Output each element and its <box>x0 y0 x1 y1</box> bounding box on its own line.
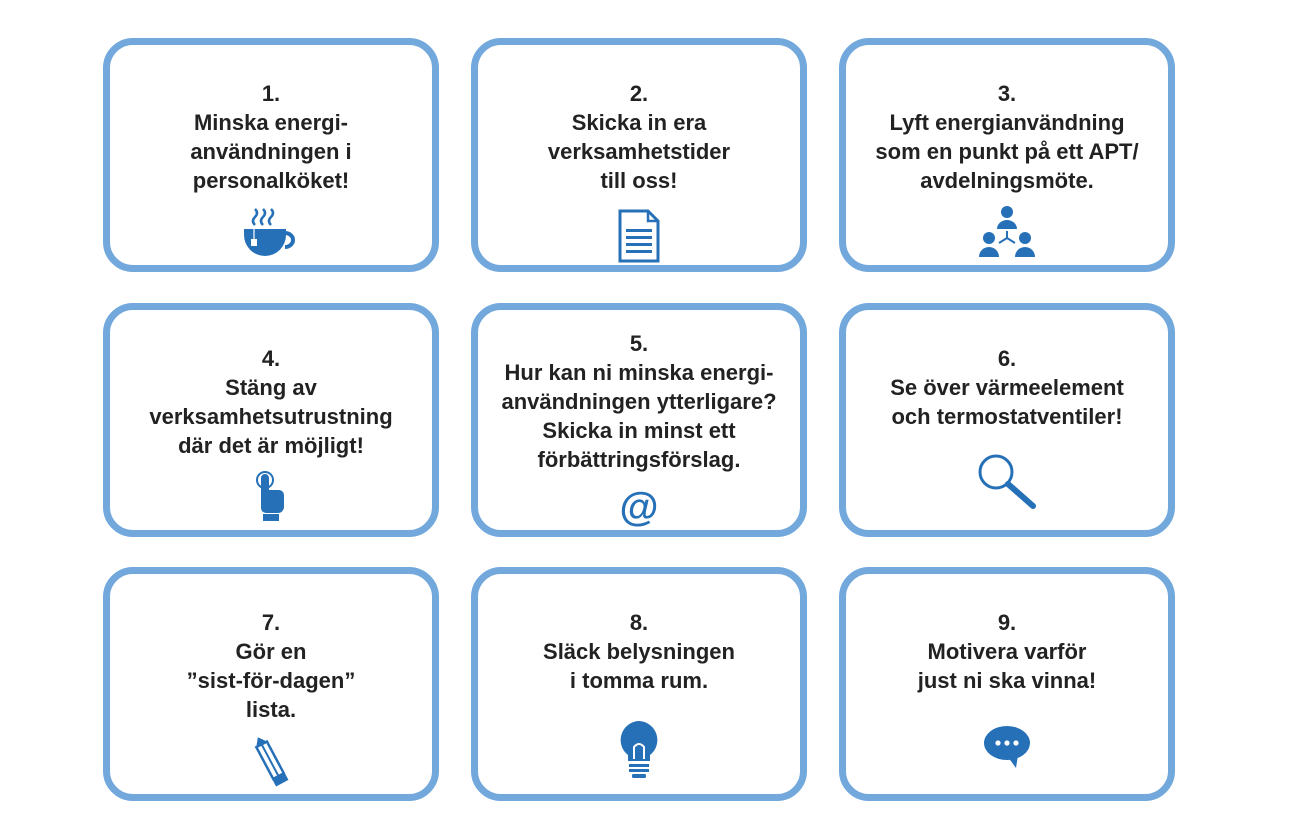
card-text-line: verksamhetsutrustning <box>149 404 393 429</box>
card-text-line: och termostatventiler! <box>891 404 1123 429</box>
tip-card-2 <box>471 38 807 272</box>
card-text-line: ”sist-för-dagen” <box>186 668 356 693</box>
card-text-line: Minska energi- <box>193 110 349 135</box>
tip-card-1 <box>103 38 439 272</box>
at-sign-icon <box>619 487 659 527</box>
card-text-line: till oss! <box>600 168 678 193</box>
magnifier-icon <box>975 452 1039 512</box>
card-text-line: Gör en <box>235 639 307 664</box>
card-number: 5. <box>629 331 649 356</box>
card-text-line: Släck belysningen <box>543 639 735 664</box>
card-text-line: där det är möjligt! <box>178 433 364 458</box>
card-text-line: användningen ytterligare? <box>501 389 777 414</box>
finger-press-icon <box>254 470 288 522</box>
card-text-line: användningen i <box>190 139 352 164</box>
svg-text:@: @ <box>619 487 659 527</box>
card-text-line: som en punkt på ett APT/ <box>875 139 1139 164</box>
tip-card-7 <box>103 567 439 801</box>
card-text-line: verksamhetstider <box>547 139 731 164</box>
card-text-line: avdelningsmöte. <box>920 168 1094 193</box>
card-number: 3. <box>997 81 1017 106</box>
card-text-line: Hur kan ni minska energi- <box>504 360 774 385</box>
tip-card-3 <box>839 38 1175 272</box>
card-number: 6. <box>997 346 1017 371</box>
meeting-people-icon <box>979 205 1035 259</box>
card-text-line: förbättringsförslag. <box>537 447 741 472</box>
card-text-line: Lyft energianvändning <box>889 110 1125 135</box>
card-number: 9. <box>997 610 1017 635</box>
tip-card-4 <box>103 303 439 537</box>
speech-bubble-icon <box>982 724 1032 770</box>
tip-card-8 <box>471 567 807 801</box>
card-text-line: i tomma rum. <box>569 668 709 693</box>
card-text-line: personalköket! <box>192 168 350 193</box>
document-icon <box>618 209 660 263</box>
tea-cup-icon <box>241 203 301 263</box>
tip-card-5 <box>471 303 807 537</box>
card-number: 2. <box>629 81 649 106</box>
tip-card-6 <box>839 303 1175 537</box>
card-text-line: Skicka in minst ett <box>542 418 736 443</box>
card-text-line: Skicka in era <box>571 110 707 135</box>
card-number: 7. <box>261 610 281 635</box>
card-number: 8. <box>629 610 649 635</box>
lightbulb-icon <box>617 719 661 781</box>
card-number: 4. <box>261 346 281 371</box>
card-text-line: Stäng av <box>225 375 317 400</box>
card-text-line: Motivera varför <box>927 639 1087 664</box>
card-text-line: Se över värmeelement <box>890 375 1124 400</box>
pencil-icon <box>253 734 289 790</box>
tip-card-9 <box>839 567 1175 801</box>
card-text-line: lista. <box>245 697 297 722</box>
card-number: 1. <box>261 81 281 106</box>
card-text-line: just ni ska vinna! <box>917 668 1097 693</box>
